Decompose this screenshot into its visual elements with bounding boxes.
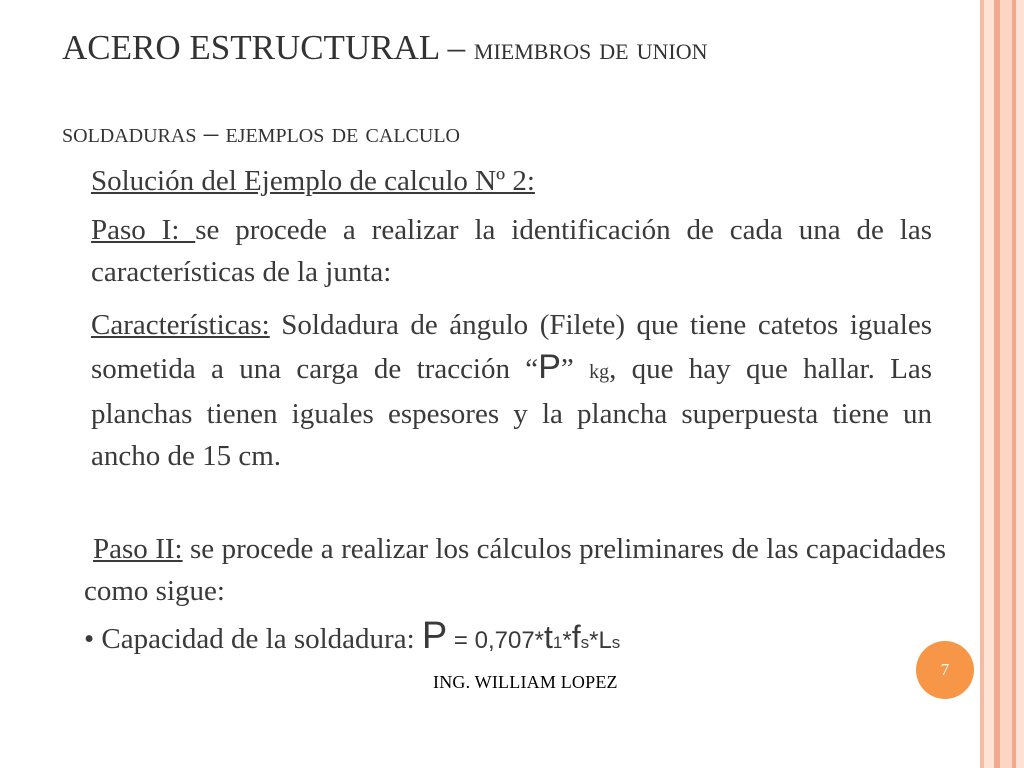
bullet-text: Capacidad de la soldadura: bbox=[94, 623, 422, 655]
stripe bbox=[1000, 0, 1012, 768]
bullet-symbol: • bbox=[84, 623, 95, 655]
unit-kg: kg bbox=[589, 361, 610, 383]
caracteristicas-paragraph bbox=[91, 304, 932, 477]
footer-author: ING. WILLIAM LOPEZ bbox=[433, 672, 618, 692]
paso1-label: Paso I: bbox=[91, 214, 196, 246]
title-separator: – bbox=[438, 28, 474, 67]
capacity-formula bbox=[421, 615, 621, 657]
paso2-paragraph bbox=[84, 528, 946, 612]
solution-heading-text: Solución del Ejemplo de calculo Nº 2: bbox=[91, 165, 535, 197]
solution-heading bbox=[91, 160, 931, 202]
caracteristicas-text3: , que hay que hallar. Las planchas tienen iguales espesores y la plancha superpuesta tiene un ancho de 15 cm. bbox=[91, 353, 933, 472]
title-rest: miembros de union bbox=[473, 30, 708, 66]
stripe bbox=[984, 0, 994, 768]
formula-p: P bbox=[421, 615, 448, 657]
paso2-text: se procede a realizar los cálculos preliminares de las capacidades como sigue: bbox=[84, 533, 946, 607]
slide-subtitle: soldaduras – ejemplos de calculo bbox=[62, 117, 460, 149]
page-number-badge bbox=[916, 641, 974, 699]
formula-f: f bbox=[571, 619, 581, 655]
formula-star-l: *L bbox=[589, 627, 612, 654]
caracteristicas-text1: Soldadura de ángulo (Filete) que tiene catetos iguales sometida a una carga de tracción “ bbox=[91, 309, 932, 385]
formula-t: t bbox=[544, 619, 553, 655]
paso1-paragraph bbox=[91, 209, 932, 293]
formula-l-sub: s bbox=[611, 633, 621, 652]
paso1-text: se procede a realizar la identificación de cada una de las características de la junta: bbox=[91, 214, 932, 288]
load-symbol: P bbox=[538, 348, 561, 386]
page-number: 7 bbox=[940, 660, 950, 679]
formula-t-sub: 1 bbox=[552, 633, 563, 652]
formula-eq: = 0,707* bbox=[447, 627, 545, 654]
stripe bbox=[1016, 0, 1024, 768]
bullet-capacidad bbox=[84, 615, 944, 664]
formula-star: * bbox=[562, 627, 572, 654]
caracteristicas-label: Características: bbox=[91, 309, 270, 341]
formula-f-sub: s bbox=[580, 633, 590, 652]
decorative-stripes bbox=[980, 0, 1024, 768]
title-main: ACERO ESTRUCTURAL bbox=[62, 28, 439, 67]
caracteristicas-text2: ” bbox=[560, 353, 590, 385]
slide-title bbox=[62, 28, 912, 68]
paso2-label: Paso II: bbox=[93, 533, 183, 565]
